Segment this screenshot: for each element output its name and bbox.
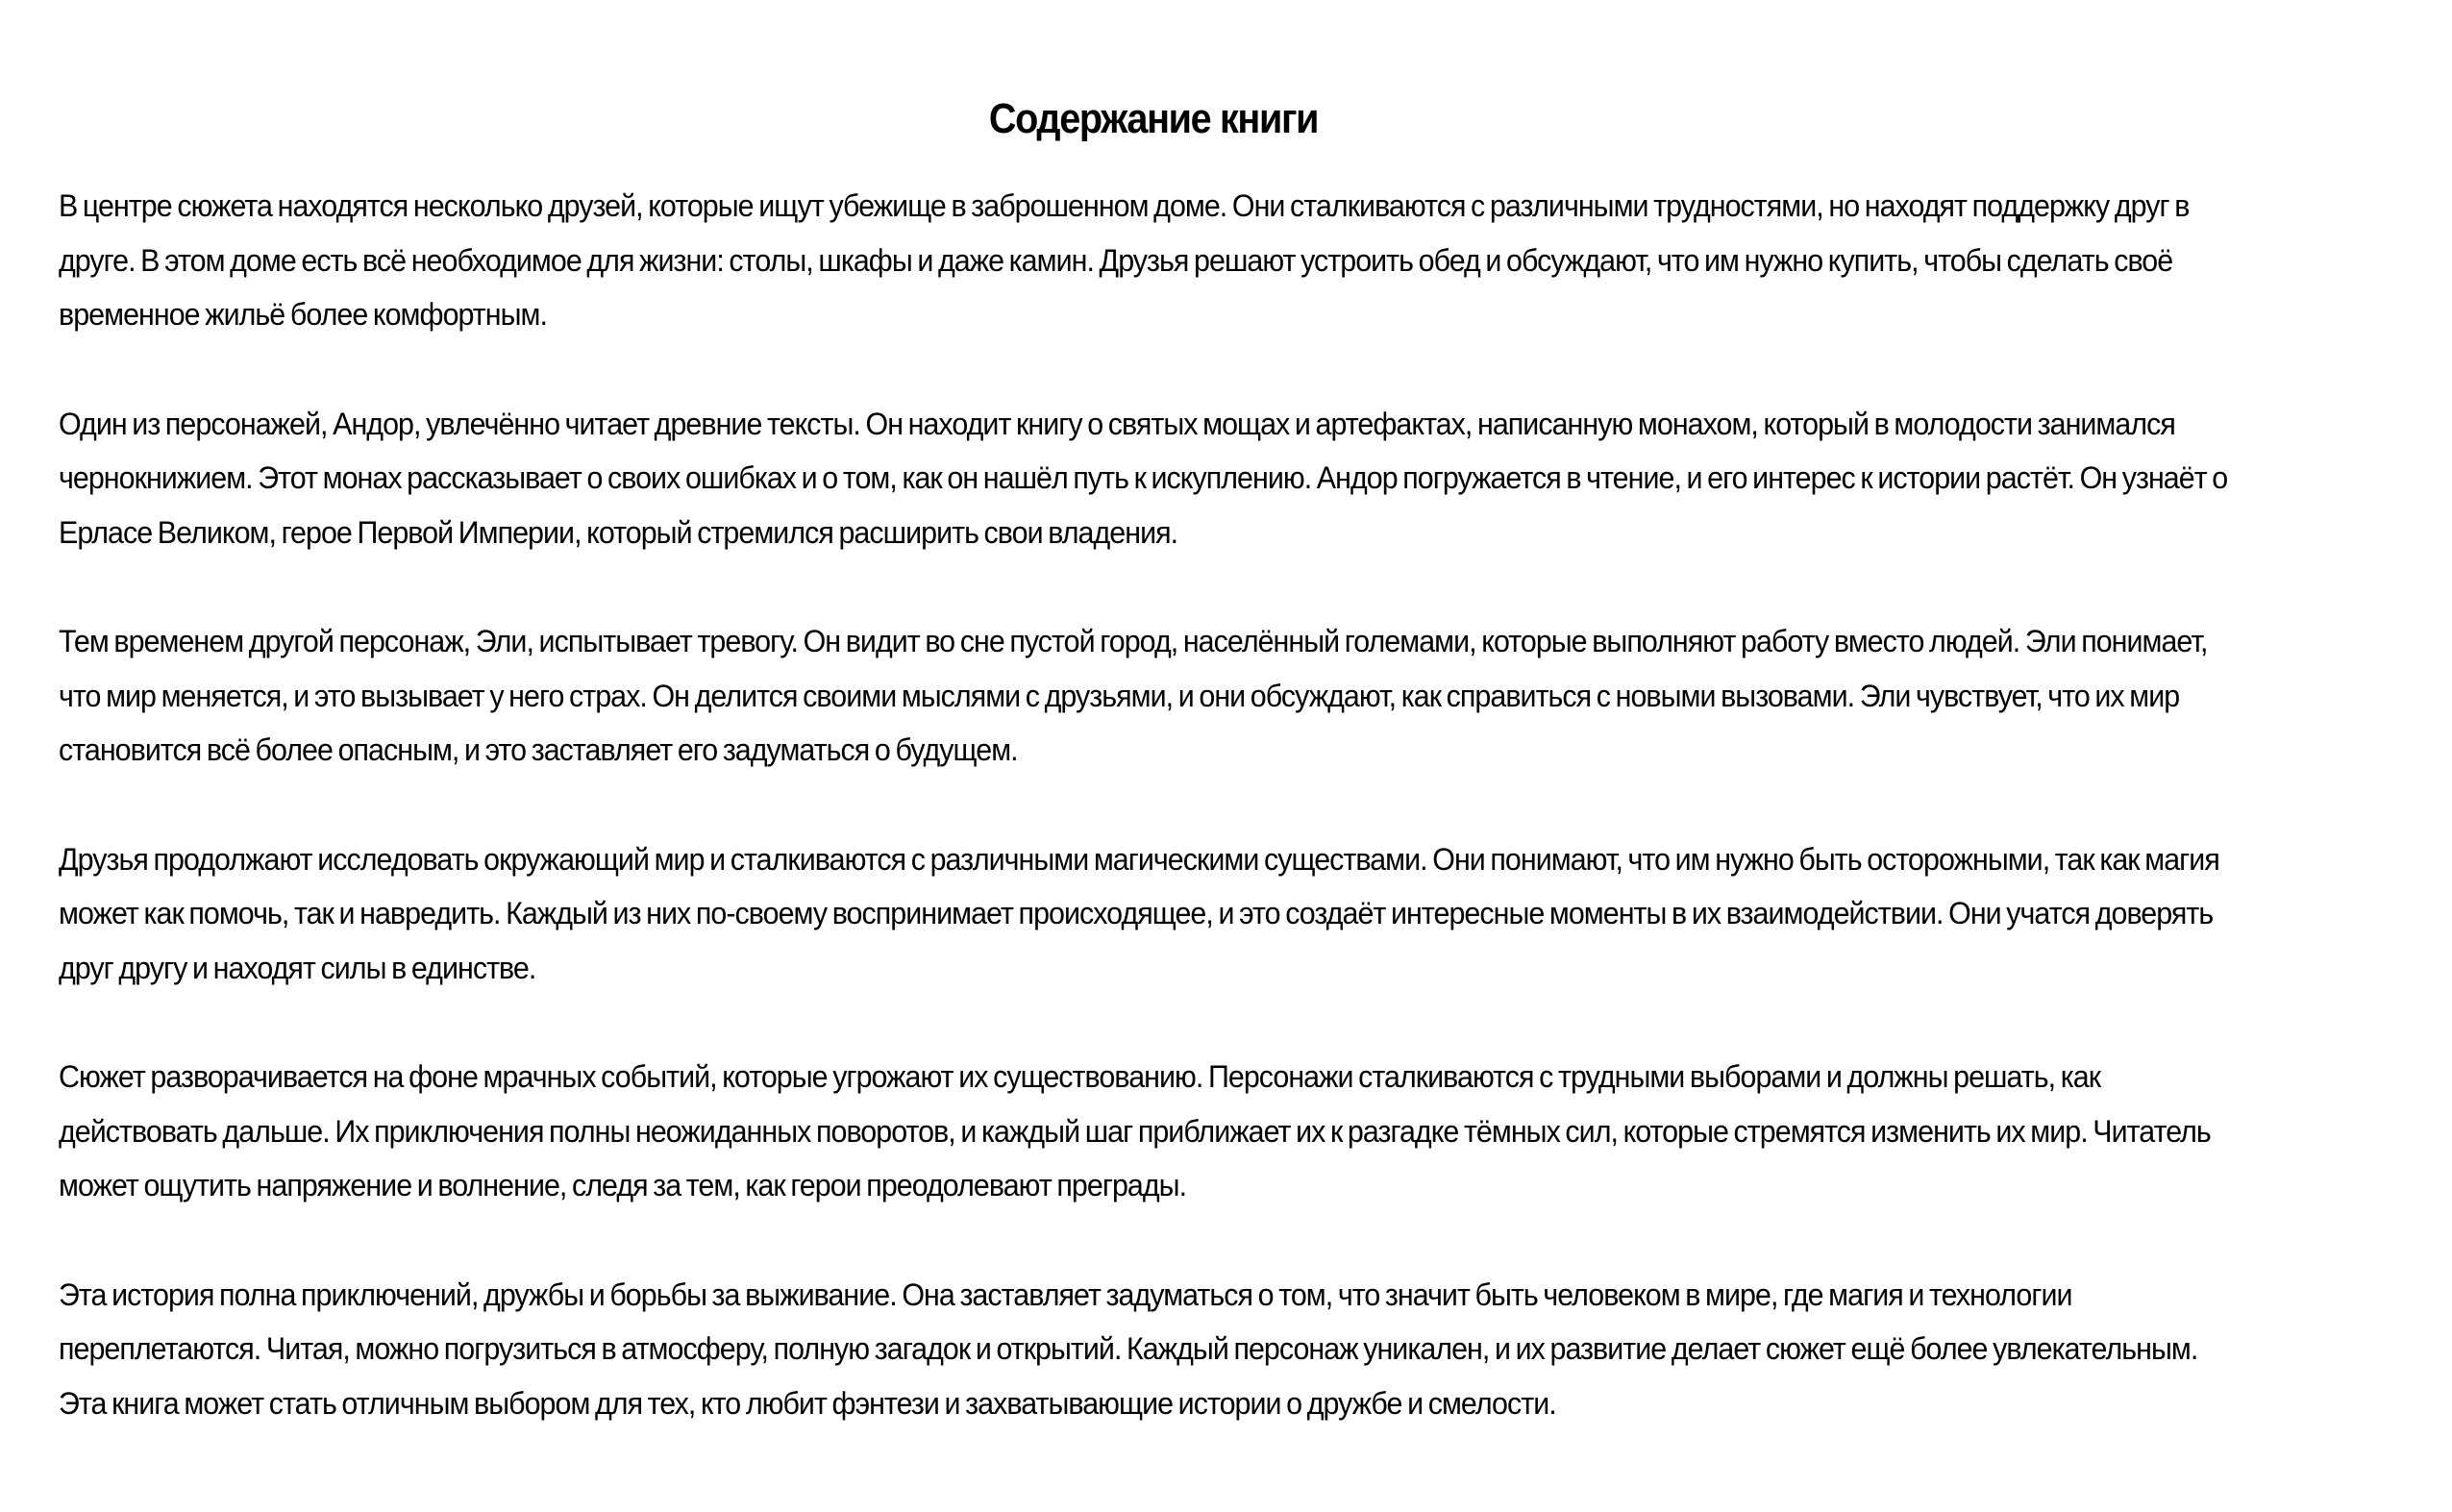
paragraph-3: Тем временем другой персонаж, Эли, испытывает тревогу. Он видит во сне пустой город, населённый големами, которые выполняют работу вместо людей. Эли понимает, что мир меняется, и это вызывает у него страх. Он делится своими мыслями с друзьями, и они обсуждают, как справиться с новыми вызовами. Эли чувствует, что их мир становится всё более опасным, и это заставляет его задуматься о будущем. [59, 624, 2208, 767]
paragraph-5: Сюжет разворачивается на фоне мрачных событий, которые угрожают их существованию. Персонажи сталкиваются с трудными выборами и должны решать, как действовать дальше. Их приключения полны неожиданных поворотов, и каждый шаг приближает их к разгадке тёмных сил, которые стремятся изменить их мир. Читатель может ощутить напряжение и волнение, следя за тем, как герои преодолевают преграды. [59, 1059, 2211, 1202]
page-title: Содержание книги [988, 95, 1319, 142]
paragraph-2: Один из персонажей, Андор, увлечённо читает древние тексты. Он находит книгу о святых мощах и артефактах, написанную монахом, который в молодости занимался чернокнижием. Этот монах рассказывает о своих ошибках и о том, как он нашёл путь к искуплению. Андор погружается в чтение, и его интерес к истории растёт. Он узнаёт о Ерласе Великом, герое Первой Империи, который стремился расширить свои владения. [59, 406, 2228, 550]
paragraph-6: Эта история полна приключений, дружбы и борьбы за выживание. Она заставляет задуматься о том, что значит быть человеком в мире, где магия и технологии переплетаются. Читая, можно погрузиться в атмосферу, полную загадок и открытий. Каждый персонаж уникален, и их развитие делает сюжет ещё более увлекательным. Эта книга может стать отличным выбором для тех, кто любит фэнтези и захватывающие истории о дружбе и смелости. [59, 1277, 2198, 1421]
paragraph-1: В центре сюжета находятся несколько друзей, которые ищут убежище в заброшенном доме. Они сталкиваются с различными трудностями, но находят поддержку друг в друге. В этом доме есть всё необходимое для жизни: столы, шкафы и даже камин. Друзья решают устроить обед и обсуждают, что им нужно купить, чтобы сделать своё временное жильё более комфортным. [59, 188, 2190, 332]
document-content [59, 92, 2248, 1421]
paragraph-4: Друзья продолжают исследовать окружающий мир и сталкиваются с различными магическими существами. Они понимают, что им нужно быть осторожными, так как магия может как помочь, так и навредить. Каждый из них по-своему воспринимает происходящее, и это создаёт интересные моменты в их взаимодействии. Они учатся доверять друг другу и находят силы в единстве. [59, 841, 2219, 985]
paragraph-list [59, 179, 2248, 1430]
